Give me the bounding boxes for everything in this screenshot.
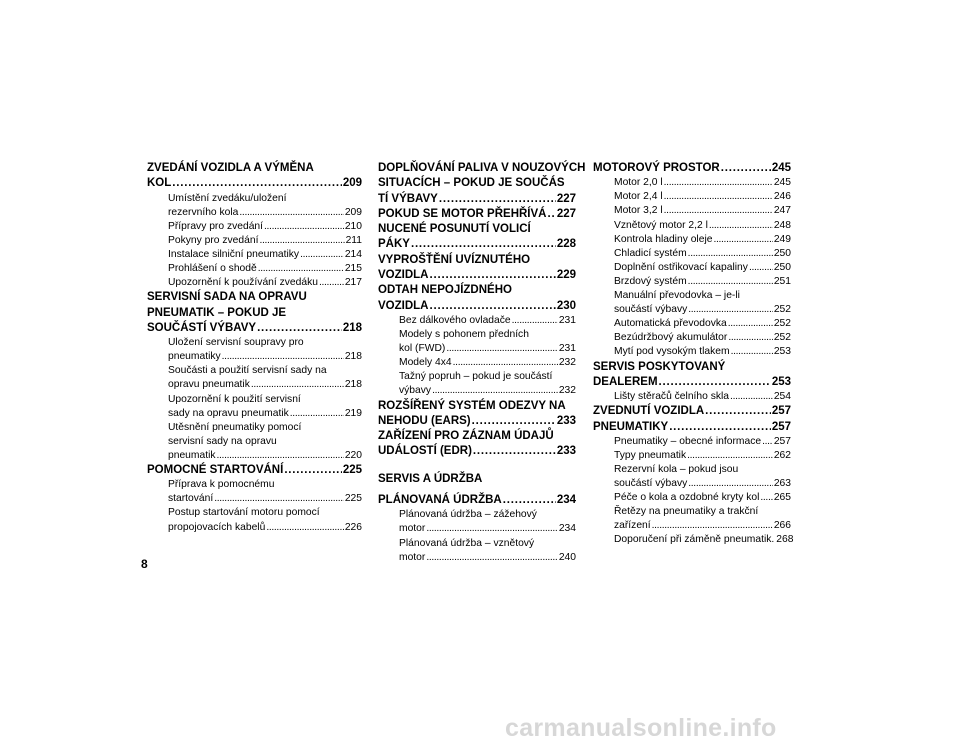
toc-page-number: 234 bbox=[558, 523, 576, 535]
toc-entry-title: Vznětový motor 2,2 l bbox=[614, 219, 708, 231]
toc-entry-title: ZVEDNUTÍ VOZIDLA bbox=[593, 405, 705, 418]
dot-leader bbox=[172, 176, 342, 191]
toc-entry-title: Doporučení při záměně pneumatik. bbox=[614, 534, 775, 546]
page-number: 8 bbox=[141, 557, 148, 571]
toc-chapter-entry[interactable] bbox=[378, 283, 576, 314]
toc-entry-leader-line bbox=[399, 342, 576, 356]
toc-entry-title: VOZIDLA bbox=[378, 269, 429, 282]
toc-entry-title-line: VYPROŠŤĚNÍ UVÍZNUTÉHO bbox=[378, 253, 531, 266]
toc-subentry[interactable] bbox=[593, 219, 791, 233]
toc-subentry[interactable] bbox=[593, 176, 791, 190]
toc-page-number: 250 bbox=[773, 247, 791, 259]
dot-leader bbox=[760, 491, 772, 505]
watermark: carmanualsonline.info bbox=[505, 714, 777, 742]
dot-leader bbox=[284, 463, 342, 478]
toc-page-number: 268 bbox=[776, 534, 794, 546]
toc-subentry[interactable] bbox=[378, 328, 576, 356]
toc-page-number: 251 bbox=[773, 275, 791, 287]
toc-entry-leader-line bbox=[147, 321, 362, 336]
toc-entry-title-line: Umístění zvedáku/uložení bbox=[168, 192, 287, 204]
toc-entry-leader-line bbox=[399, 551, 576, 565]
toc-entry-leader-line bbox=[399, 522, 576, 536]
dot-leader bbox=[688, 275, 773, 289]
toc-entry-title: Lišty stěračů čelního skla bbox=[614, 391, 730, 403]
toc-page-number: 232 bbox=[558, 385, 576, 397]
toc-entry-title: TÍ VÝBAVY bbox=[378, 192, 438, 205]
dot-leader bbox=[300, 248, 344, 262]
toc-subentry[interactable] bbox=[593, 317, 791, 331]
dot-leader bbox=[264, 220, 344, 234]
toc-entry-title-line: ODTAH NEPOJÍZDNÉHO bbox=[378, 284, 512, 297]
dot-leader bbox=[251, 378, 344, 392]
toc-subentry[interactable] bbox=[147, 478, 362, 506]
toc-entry-leader-line bbox=[399, 314, 576, 328]
toc-entry-leader-line bbox=[593, 161, 791, 176]
toc-entry-title: Typy pneumatik bbox=[614, 449, 687, 461]
dot-leader bbox=[319, 276, 344, 290]
toc-entry-title: Péče o kola a ozdobné kryty kol bbox=[614, 492, 760, 504]
toc-page-number: 245 bbox=[773, 177, 791, 189]
toc-entry-leader-line bbox=[399, 384, 576, 398]
toc-page-number: 225 bbox=[342, 463, 362, 476]
toc-page-number: 252 bbox=[773, 304, 791, 316]
dot-leader bbox=[446, 342, 557, 356]
toc-entry-title: sady na opravu pneumatik bbox=[168, 407, 289, 419]
toc-chapter-entry[interactable] bbox=[147, 290, 362, 336]
dot-leader bbox=[730, 390, 773, 404]
dot-leader bbox=[222, 350, 344, 364]
toc-entry-leader-line bbox=[378, 268, 576, 283]
dot-leader bbox=[669, 420, 771, 435]
toc-entry-leader-line bbox=[614, 533, 794, 547]
dot-leader bbox=[429, 268, 555, 283]
toc-page-number: 252 bbox=[773, 318, 791, 330]
toc-entry-title: Bez dálkového ovladače bbox=[399, 314, 511, 326]
dot-leader bbox=[257, 321, 342, 336]
toc-page-number: 233 bbox=[556, 414, 576, 427]
dot-leader bbox=[259, 234, 344, 248]
dot-leader bbox=[453, 356, 558, 370]
toc-chapter-entry[interactable] bbox=[378, 429, 576, 460]
dot-leader bbox=[217, 449, 344, 463]
toc-entry-leader-line bbox=[614, 435, 791, 449]
toc-subentry[interactable] bbox=[378, 314, 576, 328]
toc-entry-title: Automatická převodovka bbox=[614, 318, 727, 330]
toc-page-number: 231 bbox=[558, 314, 576, 326]
dot-leader bbox=[731, 345, 773, 359]
toc-chapter-entry[interactable] bbox=[147, 161, 362, 192]
toc-subentry[interactable] bbox=[593, 533, 794, 547]
toc-entry-leader-line bbox=[614, 491, 791, 505]
toc-page-number: 232 bbox=[558, 357, 576, 369]
toc-entry-title: POMOCNÉ STARTOVÁNÍ bbox=[147, 463, 284, 476]
dot-leader bbox=[473, 444, 556, 459]
toc-page-number: 218 bbox=[344, 379, 362, 391]
dot-leader bbox=[439, 192, 556, 207]
dot-leader bbox=[705, 404, 771, 419]
toc-entry-leader-line bbox=[614, 449, 791, 463]
toc-page-number: 249 bbox=[773, 233, 791, 245]
toc-subentry[interactable] bbox=[147, 192, 362, 220]
toc-page-number: 215 bbox=[344, 263, 362, 275]
toc-entry-leader-line bbox=[399, 356, 576, 370]
toc-entry-title-line: Rezervní kola – pokud jsou bbox=[614, 463, 739, 475]
toc-page-number: 253 bbox=[773, 346, 791, 358]
toc-page-number: 266 bbox=[773, 520, 791, 532]
toc-page-number: 210 bbox=[344, 220, 362, 232]
dot-leader bbox=[652, 519, 773, 533]
toc-subentry[interactable] bbox=[378, 508, 576, 536]
toc-entry-leader-line bbox=[614, 345, 791, 359]
toc-entry-leader-line bbox=[147, 463, 362, 478]
toc-entry-title: Pokyny pro zvedání bbox=[168, 234, 259, 246]
toc-entry-leader-line bbox=[378, 237, 576, 252]
toc-entry-leader-line bbox=[168, 206, 362, 220]
toc-entry-title-line: Modely s pohonem předních bbox=[399, 329, 529, 341]
toc-entry-title-line: Tažný popruh – pokud je součástí bbox=[399, 371, 553, 383]
toc-entry-title: Upozornění k používání zvedáku bbox=[168, 277, 318, 289]
toc-entry-leader-line bbox=[168, 350, 362, 364]
toc-entry-title-line: Příprava k pomocnému bbox=[168, 479, 275, 491]
dot-leader bbox=[664, 176, 773, 190]
toc-page-number: 218 bbox=[342, 321, 362, 334]
toc-entry-title-line: Utěsnění pneumatiky pomocí bbox=[168, 421, 302, 433]
toc-subentry[interactable] bbox=[147, 421, 362, 463]
toc-entry-title: Motor 2,4 l bbox=[614, 191, 663, 203]
toc-entry-leader-line bbox=[168, 248, 362, 262]
toc-entry-leader-line bbox=[593, 375, 791, 390]
toc-subentry[interactable] bbox=[378, 370, 576, 398]
toc-entry-title-line: SERVIS POSKYTOVANÝ bbox=[593, 360, 726, 373]
dot-leader bbox=[721, 161, 771, 176]
dot-leader bbox=[258, 262, 344, 276]
toc-chapter-entry[interactable] bbox=[378, 222, 576, 253]
toc-column-1 bbox=[147, 161, 362, 535]
toc-page-number: 209 bbox=[344, 206, 362, 218]
dot-leader bbox=[411, 237, 556, 252]
toc-subentry[interactable] bbox=[593, 463, 791, 491]
toc-entry-leader-line bbox=[378, 207, 576, 222]
toc-chapter-entry[interactable] bbox=[378, 253, 576, 284]
toc-entry-leader-line bbox=[614, 390, 791, 404]
toc-entry-title: pneumatik bbox=[168, 449, 216, 461]
toc-entry-title-line: Postup startování motoru pomocí bbox=[168, 507, 320, 519]
toc-page-number: 231 bbox=[558, 343, 576, 355]
toc-entry-leader-line bbox=[614, 261, 791, 275]
toc-entry-leader-line bbox=[614, 303, 791, 317]
toc-entry-title: PÁKY bbox=[378, 238, 410, 251]
toc-chapter-entry[interactable] bbox=[593, 420, 791, 435]
toc-entry-leader-line bbox=[614, 219, 791, 233]
toc-entry-leader-line bbox=[593, 420, 791, 435]
toc-subentry[interactable] bbox=[593, 275, 791, 289]
dot-leader bbox=[426, 551, 557, 565]
dot-leader bbox=[547, 207, 555, 222]
toc-entry-leader-line bbox=[614, 519, 791, 533]
toc-entry-title-line: servisní sady na opravu bbox=[168, 435, 277, 447]
toc-entry-leader-line bbox=[168, 449, 362, 463]
toc-subentry[interactable] bbox=[593, 204, 791, 218]
toc-entry-leader-line bbox=[168, 378, 362, 392]
toc-entry-title: Doplnění ostřikovací kapaliny bbox=[614, 261, 748, 273]
toc-entry-leader-line bbox=[378, 414, 576, 429]
toc-entry-title-line: DOPLŇOVÁNÍ PALIVA V NOUZOVÝCH bbox=[378, 162, 586, 174]
toc-entry-title-line: Plánovaná údržba – vznětový bbox=[399, 537, 535, 549]
toc-page-number: 218 bbox=[344, 351, 362, 363]
toc-subentry[interactable] bbox=[593, 331, 791, 345]
toc-entry-title: součástí výbavy bbox=[614, 478, 688, 490]
toc-page-number: 257 bbox=[771, 405, 791, 418]
toc-subentry[interactable] bbox=[147, 364, 362, 392]
dot-leader bbox=[762, 435, 773, 449]
toc-page-number: 214 bbox=[344, 248, 362, 260]
toc-chapter-entry[interactable] bbox=[378, 493, 576, 508]
toc-entry-title: výbavy bbox=[399, 385, 432, 397]
toc-entry-title: Chladicí systém bbox=[614, 247, 687, 259]
toc-page-number: 257 bbox=[771, 420, 791, 433]
toc-entry-title: startování bbox=[168, 493, 214, 505]
toc-entry-title: Motor 3,2 l bbox=[614, 205, 663, 217]
toc-entry-title: motor bbox=[399, 523, 426, 535]
toc-page-number: 245 bbox=[771, 162, 791, 174]
toc-entry-title: Mytí pod vysokým tlakem bbox=[614, 346, 730, 358]
toc-entry-title: rezervního kola bbox=[168, 206, 239, 218]
toc-entry-title: propojovacích kabelů bbox=[168, 521, 266, 533]
toc-entry-title: Motor 2,0 l bbox=[614, 177, 663, 189]
toc-entry-title: MOTOROVÝ PROSTOR bbox=[593, 162, 720, 174]
toc-chapter-entry[interactable] bbox=[378, 207, 576, 222]
section-heading: SERVIS A ÚDRŽBA bbox=[378, 472, 483, 485]
toc-subentry[interactable] bbox=[593, 289, 791, 317]
toc-entry-title-line: ZVEDÁNÍ VOZIDLA A VÝMĚNA bbox=[147, 162, 314, 174]
toc-entry-title: SOUČÁSTÍ VÝBAVY bbox=[147, 321, 257, 334]
dot-leader bbox=[432, 384, 558, 398]
toc-page-number: 227 bbox=[556, 192, 576, 205]
toc-entry-title-line: ROZŠÍŘENÝ SYSTÉM ODEZVY NA bbox=[378, 399, 566, 412]
dot-leader bbox=[290, 407, 344, 421]
toc-entry-leader-line bbox=[614, 275, 791, 289]
toc-subentry[interactable] bbox=[147, 393, 362, 421]
dot-leader bbox=[688, 247, 773, 261]
dot-leader bbox=[749, 261, 773, 275]
toc-entry-title: Pneumatiky – obecné informace bbox=[614, 435, 762, 447]
dot-leader bbox=[664, 190, 773, 204]
toc-entry-title: zařízení bbox=[614, 520, 651, 532]
toc-page-number: 247 bbox=[773, 205, 791, 217]
toc-page-number: 220 bbox=[344, 449, 362, 461]
toc-subentry[interactable] bbox=[593, 261, 791, 275]
toc-entry-leader-line bbox=[614, 317, 791, 331]
toc-entry-title: Prohlášení o shodě bbox=[168, 263, 257, 275]
toc-subentry[interactable] bbox=[593, 435, 791, 449]
toc-entry-title: Přípravy pro zvedání bbox=[168, 220, 264, 232]
toc-entry-title: PNEUMATIKY bbox=[593, 420, 669, 433]
toc-entry-leader-line bbox=[614, 247, 791, 261]
toc-column-2 bbox=[378, 161, 586, 565]
toc-page-number: 234 bbox=[556, 494, 576, 507]
toc-page-number: 250 bbox=[773, 261, 791, 273]
dot-leader bbox=[713, 233, 772, 247]
toc-entry-leader-line bbox=[614, 176, 791, 190]
toc-entry-title: PLÁNOVANÁ ÚDRŽBA bbox=[378, 494, 502, 507]
dot-leader bbox=[266, 521, 343, 535]
toc-page-number: 257 bbox=[773, 435, 791, 447]
toc-chapter-entry[interactable] bbox=[378, 399, 576, 430]
dot-leader bbox=[426, 522, 557, 536]
toc-page-number: 225 bbox=[344, 493, 362, 505]
toc-entry-title-line: ZAŘÍZENÍ PRO ZÁZNAM ÚDAJŮ bbox=[378, 430, 554, 443]
toc-entry-title-line: SERVISNÍ SADA NA OPRAVU bbox=[147, 291, 307, 304]
toc-subentry[interactable] bbox=[593, 390, 791, 404]
toc-chapter-entry[interactable] bbox=[378, 161, 586, 207]
toc-entry-title-line: Uložení servisní soupravy pro bbox=[168, 337, 304, 349]
toc-entry-title-line: Upozornění k použití servisní bbox=[168, 393, 301, 405]
toc-page-number: 265 bbox=[773, 492, 791, 504]
dot-leader bbox=[728, 331, 772, 345]
toc-entry-title-line: Řetězy na pneumatiky a trakční bbox=[614, 506, 759, 518]
toc-entry-title-line: SITUACÍCH – POKUD JE SOUČÁS bbox=[378, 177, 565, 190]
toc-page-number: 211 bbox=[345, 234, 362, 246]
toc-entry-leader-line bbox=[614, 233, 791, 247]
toc-subentry[interactable] bbox=[593, 190, 791, 204]
toc-subentry[interactable] bbox=[147, 336, 362, 364]
toc-chapter-entry[interactable] bbox=[593, 360, 791, 391]
toc-subentry[interactable] bbox=[378, 356, 576, 370]
dot-leader bbox=[214, 492, 344, 506]
toc-entry-leader-line bbox=[614, 331, 791, 345]
toc-entry-title: Brzdový systém bbox=[614, 275, 687, 287]
dot-leader bbox=[503, 493, 556, 508]
toc-subentry[interactable] bbox=[147, 506, 362, 534]
toc-page-number: 209 bbox=[342, 177, 362, 190]
toc-page-number: 246 bbox=[773, 191, 791, 203]
toc-page-number: 226 bbox=[344, 521, 362, 533]
toc-page-number: 262 bbox=[773, 449, 791, 461]
toc-chapter-entry[interactable] bbox=[593, 161, 791, 176]
toc-chapter-entry[interactable] bbox=[147, 463, 362, 478]
toc-page-number: 240 bbox=[558, 551, 576, 563]
toc-subentry[interactable] bbox=[147, 248, 362, 262]
toc-subentry[interactable] bbox=[147, 262, 362, 276]
toc-entry-title: Kontrola hladiny oleje bbox=[614, 233, 713, 245]
toc-entry-title: DEALEREM bbox=[593, 375, 658, 388]
toc-entry-title-line: PNEUMATIK – POKUD JE bbox=[147, 306, 287, 319]
toc-entry-title: kol (FWD) bbox=[399, 343, 446, 355]
toc-entry-title: Instalace silniční pneumatiky bbox=[168, 248, 300, 260]
dot-leader bbox=[687, 449, 773, 463]
dot-leader bbox=[659, 375, 771, 390]
dot-leader bbox=[512, 314, 558, 328]
toc-entry-title-line: Manuální převodovka – je-li bbox=[614, 290, 740, 302]
toc-column-3 bbox=[593, 161, 794, 548]
toc-entry-leader-line bbox=[168, 276, 362, 290]
toc-entry-title: VOZIDLA bbox=[378, 299, 429, 312]
toc-subentry[interactable] bbox=[593, 491, 791, 505]
toc-subentry[interactable] bbox=[593, 449, 791, 463]
toc-entry-title: Modely 4x4 bbox=[399, 357, 452, 369]
toc-entry-leader-line bbox=[168, 407, 362, 421]
toc-subentry[interactable] bbox=[593, 247, 791, 261]
toc-subentry[interactable] bbox=[593, 345, 791, 359]
toc-page-number: 230 bbox=[556, 299, 576, 312]
toc-entry-leader-line bbox=[614, 190, 791, 204]
toc-entry-leader-line bbox=[168, 492, 362, 506]
toc-subentry[interactable] bbox=[147, 276, 362, 290]
toc-entry-leader-line bbox=[168, 262, 362, 276]
toc-entry-title: motor bbox=[399, 551, 426, 563]
toc-page-number: 252 bbox=[773, 332, 791, 344]
toc-entry-title: NEHODU (EARS) bbox=[378, 414, 471, 427]
toc-entry-leader-line bbox=[378, 493, 576, 508]
dot-leader bbox=[664, 204, 773, 218]
toc-entry-leader-line bbox=[168, 521, 362, 535]
toc-page-number: 233 bbox=[556, 445, 576, 458]
toc-entry-title-line: Součásti a použití servisní sady na bbox=[168, 365, 327, 377]
toc-entry-leader-line bbox=[168, 220, 362, 234]
toc-page-number: 253 bbox=[771, 375, 791, 388]
toc-entry-title-line: NUCENÉ POSUNUTÍ VOLICÍ bbox=[378, 223, 531, 236]
toc-entry-leader-line bbox=[614, 477, 791, 491]
toc-page-number: 229 bbox=[556, 269, 576, 282]
toc-entry-title: UDÁLOSTÍ (EDR) bbox=[378, 445, 472, 458]
toc-entry-leader-line bbox=[168, 234, 362, 248]
toc-entry-title: POKUD SE MOTOR PŘEHŘÍVÁ bbox=[378, 207, 547, 220]
toc-page-number: 227 bbox=[556, 207, 576, 220]
toc-page-number: 254 bbox=[773, 391, 791, 403]
toc-page-number: 219 bbox=[344, 407, 362, 419]
toc-entry-leader-line bbox=[593, 404, 791, 419]
dot-leader bbox=[688, 477, 773, 491]
toc-entry-title: pneumatiky bbox=[168, 351, 221, 363]
toc-entry-title-line: Plánovaná údržba – zážehový bbox=[399, 509, 537, 521]
toc-entry-title: Bezúdržbový akumulátor bbox=[614, 332, 728, 344]
toc-subentry[interactable] bbox=[147, 220, 362, 234]
dot-leader bbox=[688, 303, 773, 317]
toc-entry-leader-line bbox=[378, 192, 576, 207]
toc-chapter-entry[interactable] bbox=[593, 404, 791, 419]
toc-page-number: 217 bbox=[344, 277, 362, 289]
dot-leader bbox=[429, 299, 555, 314]
toc-subentry[interactable] bbox=[147, 234, 362, 248]
toc-entry-leader-line bbox=[614, 204, 791, 218]
toc-entry-leader-line bbox=[378, 444, 576, 459]
toc-page-number: 248 bbox=[773, 219, 791, 231]
dot-leader bbox=[472, 414, 556, 429]
toc-entry-title: opravu pneumatik bbox=[168, 379, 250, 391]
dot-leader bbox=[728, 317, 773, 331]
dot-leader bbox=[709, 219, 773, 233]
toc-entry-title: součástí výbavy bbox=[614, 304, 688, 316]
toc-subentry[interactable] bbox=[593, 233, 791, 247]
toc-subentry[interactable] bbox=[593, 505, 791, 533]
toc-entry-leader-line bbox=[147, 176, 362, 191]
toc-entry-title: KOL bbox=[147, 177, 172, 190]
toc-entry-leader-line bbox=[378, 299, 576, 314]
toc-subentry[interactable] bbox=[378, 537, 576, 565]
toc-page-number: 263 bbox=[773, 478, 791, 490]
toc-page-number: 228 bbox=[556, 238, 576, 251]
dot-leader bbox=[239, 206, 343, 220]
